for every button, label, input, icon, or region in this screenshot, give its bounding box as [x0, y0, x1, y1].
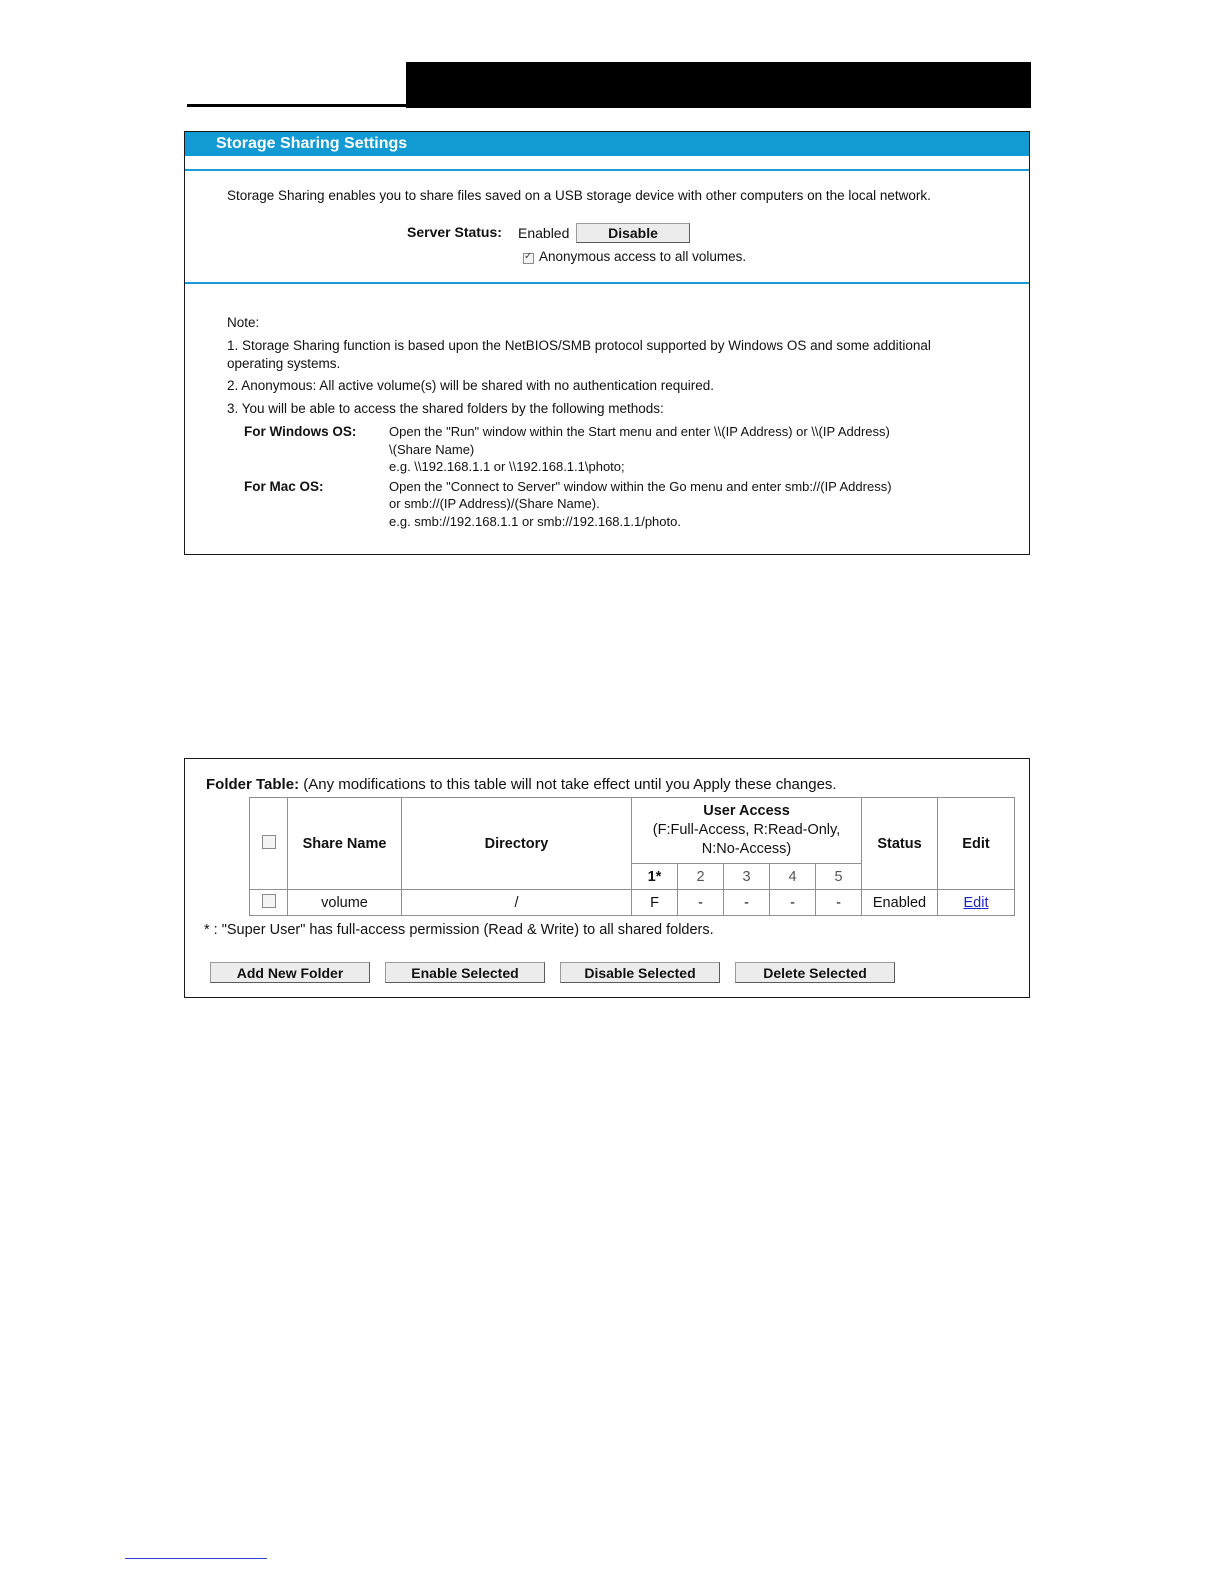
note-item-2: 2. Anonymous: All active volume(s) will be shared with no authentication required. [227, 378, 715, 393]
folder-table-title: Folder Table: [206, 776, 300, 793]
anonymous-access-checkbox[interactable] [523, 253, 534, 264]
user-col-2: 2 [678, 864, 724, 890]
folder-table-note: (Any modifications to this table will not take effect until you Apply these changes. [303, 776, 837, 793]
disable-selected-button[interactable]: Disable Selected [560, 962, 720, 983]
select-all-checkbox[interactable] [262, 835, 276, 849]
enable-selected-button[interactable]: Enable Selected [385, 962, 545, 983]
header-status: Status [862, 798, 938, 890]
note-heading: Note: [227, 315, 260, 330]
row-access-3: - [724, 890, 770, 916]
server-status-value: Enabled [518, 225, 570, 241]
folder-table [249, 797, 1015, 916]
header-directory: Directory [402, 798, 632, 890]
header-edit: Edit [938, 798, 1015, 890]
description-text: Storage Sharing enables you to share files saved on a USB storage device with other computers on the local network. [227, 188, 931, 203]
server-status-label: Server Status: [407, 224, 502, 240]
delete-selected-button[interactable]: Delete Selected [735, 962, 895, 983]
row-select-cell [250, 890, 288, 916]
row-edit-cell [938, 890, 1015, 916]
divider [185, 169, 1029, 171]
folder-table-panel [184, 758, 1030, 998]
user-col-5: 5 [816, 864, 862, 890]
row-directory: / [402, 890, 632, 916]
header-rule [187, 104, 407, 107]
super-user-footnote: * : "Super User" has full-access permission (Read & Write) to all shared folders. [204, 922, 714, 938]
disable-button[interactable]: Disable [576, 223, 690, 243]
row-share-name: volume [288, 890, 402, 916]
note-item-3: 3. You will be able to access the shared folders by the following methods: [227, 401, 664, 416]
mac-os-line2: or smb://(IP Address)/(Share Name). [389, 496, 600, 511]
user-access-title: User Access [703, 803, 790, 819]
header-share-name: Share Name [288, 798, 402, 890]
windows-os-example: e.g. \\192.168.1.1 or \\192.168.1.1\photo; [389, 459, 625, 474]
user-access-legend-2: N:No-Access) [701, 841, 792, 857]
user-access-legend-1: (F:Full-Access, R:Read-Only, [652, 822, 841, 838]
note-item-1: 1. Storage Sharing function is based upon the NetBIOS/SMB protocol supported by Windows OS and some additional [227, 338, 931, 353]
edit-link[interactable]: Edit [963, 894, 989, 911]
row-access-5: - [816, 890, 862, 916]
mac-os-label: For Mac OS: [244, 479, 324, 494]
folder-table-heading [206, 776, 837, 793]
header-bar [406, 62, 1031, 108]
row-access-2: - [678, 890, 724, 916]
user-col-4: 4 [770, 864, 816, 890]
user-col-3: 3 [724, 864, 770, 890]
anonymous-access-label: Anonymous access to all volumes. [539, 249, 747, 264]
windows-os-line2: \(Share Name) [389, 442, 475, 457]
row-access-1: F [632, 890, 678, 916]
user-col-1: 1* [632, 864, 678, 890]
table-row [250, 890, 1015, 916]
note-item-1-cont: operating systems. [227, 356, 341, 371]
storage-sharing-panel [184, 131, 1030, 555]
row-access-4: - [770, 890, 816, 916]
windows-os-line1: Open the "Run" window within the Start menu and enter \\(IP Address) or \\(IP Address) [389, 424, 890, 439]
footer-link-underline [125, 1558, 267, 1559]
windows-os-label: For Windows OS: [244, 424, 357, 439]
row-checkbox[interactable] [262, 894, 276, 908]
row-status: Enabled [862, 890, 938, 916]
header-user-access [632, 798, 862, 864]
panel-title: Storage Sharing Settings [185, 132, 1029, 156]
mac-os-line1: Open the "Connect to Server" window within the Go menu and enter smb://(IP Address) [389, 479, 892, 494]
add-new-folder-button[interactable]: Add New Folder [210, 962, 370, 983]
select-all-cell [250, 798, 288, 890]
divider [185, 282, 1029, 284]
mac-os-example: e.g. smb://192.168.1.1 or smb://192.168.1.1/photo. [389, 514, 681, 529]
